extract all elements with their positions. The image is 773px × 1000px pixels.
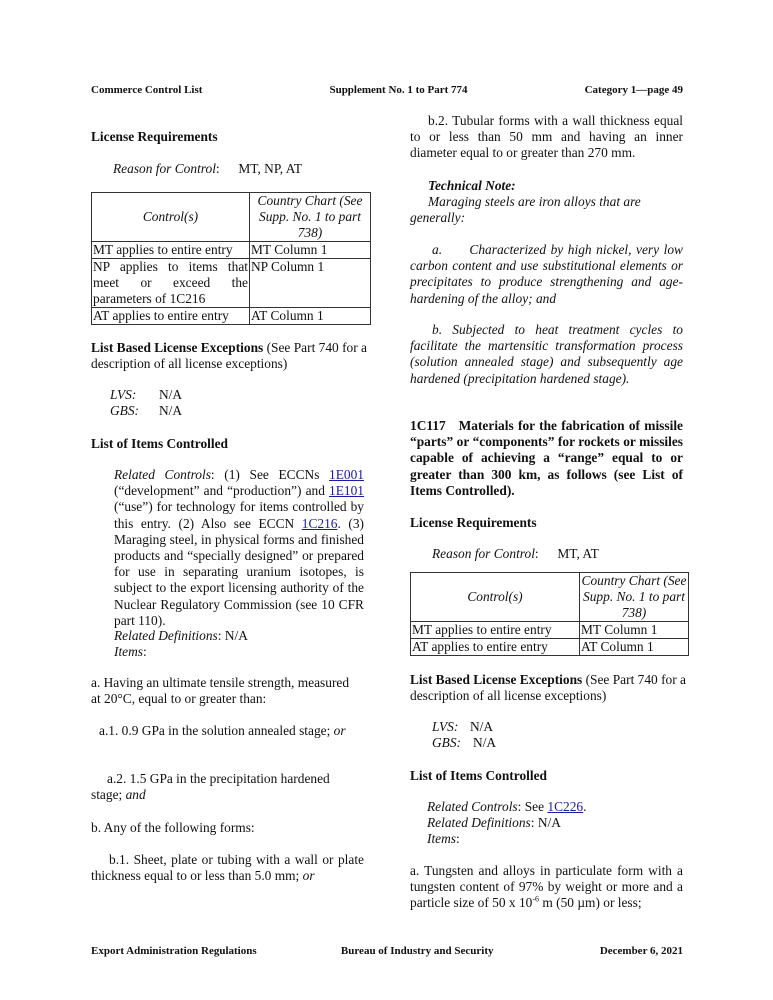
lvs-value: N/A — [159, 387, 183, 402]
item-a: a. Having an ultimate tensile strength, measured at 20°C, equal to or greater than: — [91, 675, 350, 707]
items-controlled-heading: List of Items Controlled — [91, 436, 228, 451]
table-row — [92, 259, 371, 308]
page-header — [91, 82, 683, 98]
page-footer — [91, 943, 683, 959]
item-a — [410, 863, 683, 912]
table-row — [92, 242, 371, 259]
table-header-cell: Country Chart (See Supp. No. 1 to part 738) — [250, 193, 371, 242]
table-cell: NP applies to items that meet or exceed the parameters of 1C216 — [93, 259, 248, 306]
item-a1-conjunction: or — [333, 723, 346, 738]
gbs-row — [432, 735, 496, 751]
technical-note-a: a. Characterized by high nickel, very low carbon content and use substitutional elements or precipitates to produce strengthening and age-hardening of the alloy; and — [410, 242, 687, 306]
license-exceptions — [91, 340, 371, 372]
eccn-link-1e001[interactable]: 1E001 — [329, 467, 364, 482]
related-controls-label: Related Controls — [114, 467, 211, 482]
lvs-row — [110, 387, 182, 403]
table-cell: AT applies to entire entry — [92, 308, 250, 325]
header-right: Category 1—page 49 — [584, 84, 683, 96]
eccn-link-1c226[interactable]: 1C226 — [547, 799, 584, 814]
eccn-link-1e101[interactable]: 1E101 — [329, 483, 364, 499]
item-a1-text: a.1. 0.9 GPa in the solution annealed stage; — [99, 723, 334, 738]
items-label: Items — [114, 644, 144, 659]
table-header-cell: Country Chart (See Supp. No. 1 to part 738) — [580, 573, 689, 622]
table-cell: MT Column 1 — [580, 622, 689, 639]
related-controls-text: . (3) Maraging steel, in physical forms and finished products and “specially designed” or prepared for use in separating uranium isotopes, is subject to the export licensing authority of the Nuclear Regulatory Commission (see 10 CFR part 110). — [114, 515, 365, 628]
item-b2: b.2. Tubular forms with a wall thickness equal to or less than 50 mm and having an inner diameter equal to or greater than 270 mm. — [410, 113, 683, 161]
gbs-value: N/A — [159, 403, 183, 418]
related-controls-text: . — [583, 799, 587, 814]
gbs-label: GBS: — [110, 403, 140, 418]
footer-right: December 6, 2021 — [599, 945, 683, 957]
related-controls — [114, 467, 364, 629]
related-definitions — [427, 815, 561, 831]
license-requirements-heading: License Requirements — [91, 129, 218, 144]
reason-label: Reason for Control — [432, 546, 535, 561]
items-label-row — [427, 831, 460, 847]
item-b1-conjunction: or — [302, 868, 315, 884]
item-a1 — [91, 723, 351, 739]
lvs-label: LVS: — [432, 719, 459, 734]
gbs-label: GBS: — [432, 735, 462, 750]
entry-1c117-heading: 1C117 Materials for the fabrication of missile “parts” or “components” for rockets or missiles capable of achieving a “range” equal to or greater than 300 km, as follows (see List of Items Controlled). — [410, 418, 687, 498]
item-b: b. Any of the following forms: — [91, 820, 255, 835]
table-header-cell: Control(s) — [411, 573, 580, 622]
reason-for-control — [113, 161, 302, 177]
table-row — [92, 308, 371, 325]
gbs-value: N/A — [473, 735, 497, 750]
license-exceptions — [410, 672, 686, 704]
reason-value: MT, AT — [557, 546, 599, 561]
reason-for-control — [432, 546, 599, 562]
item-b1 — [91, 852, 364, 884]
table-cell: AT applies to entire entry — [411, 639, 580, 656]
license-exceptions-heading: List Based License Exceptions — [410, 672, 583, 687]
related-controls — [427, 799, 586, 815]
footer-left: Export Administration Regulations — [91, 945, 257, 957]
table-row — [411, 622, 689, 639]
license-table-wrapper — [91, 192, 371, 325]
item-a2 — [91, 771, 353, 803]
table-header-row — [92, 193, 371, 242]
item-a-text-end: m (50 µm) or less; — [539, 895, 642, 911]
item-a-text: a. Tungsten and alloys in particulate form with a tungsten content of 97% by weight or more and a particle size of 50 x 10 — [410, 863, 683, 911]
item-b1-text: b.1. Sheet, plate or tubing with a wall or plate thickness equal to or less than 5.0 mm; — [91, 852, 364, 884]
items-label-row — [114, 644, 147, 660]
gbs-row — [110, 403, 182, 419]
license-exceptions-note: (See Part 740 for a description of all license exceptions) — [91, 340, 367, 372]
reason-colon: : — [534, 546, 539, 561]
table-header-row — [411, 573, 689, 622]
table-cell: AT Column 1 — [580, 639, 689, 656]
reason-label: Reason for Control — [113, 161, 216, 176]
related-definitions — [114, 628, 248, 644]
related-controls-text: (“use”) for technology for items controlled by this entry. (2) Also see ECCN — [114, 499, 364, 531]
table-cell: MT Column 1 — [250, 242, 371, 259]
related-definitions-value: : N/A — [530, 815, 561, 830]
header-left: Commerce Control List — [91, 84, 203, 96]
license-table-wrapper — [410, 572, 689, 656]
table-cell: MT applies to entire entry — [411, 622, 580, 639]
reason-colon: : — [215, 161, 220, 176]
license-table — [410, 572, 689, 656]
table-cell: AT Column 1 — [250, 308, 371, 325]
related-controls-text: (“development” and “production”) and — [114, 483, 330, 499]
items-label: Items — [427, 831, 457, 846]
items-colon: : — [143, 644, 147, 659]
table-cell: NP Column 1 — [250, 259, 371, 308]
table-row — [411, 639, 689, 656]
technical-note-title: Technical Note: — [428, 178, 516, 193]
related-definitions-label: Related Definitions — [427, 815, 531, 830]
table-cell: MT applies to entire entry — [92, 242, 250, 259]
related-definitions-value: : N/A — [217, 628, 248, 643]
lvs-value: N/A — [470, 719, 494, 734]
items-colon: : — [456, 831, 460, 846]
license-table — [91, 192, 371, 325]
lvs-row — [432, 719, 493, 735]
license-exceptions-note: (See Part 740 for a description of all license exceptions) — [410, 672, 686, 704]
lvs-label: LVS: — [110, 387, 137, 402]
exponent: -6 — [532, 894, 540, 904]
technical-note-intro: Maraging steels are iron alloys that are generally: — [410, 194, 641, 226]
related-definitions-label: Related Definitions — [114, 628, 218, 643]
related-controls-text: : (1) See ECCNs — [210, 467, 330, 482]
footer-center: Bureau of Industry and Security — [340, 945, 494, 957]
table-header-cell: Control(s) — [92, 193, 250, 242]
items-controlled-heading: List of Items Controlled — [410, 768, 547, 783]
related-controls-label: Related Controls — [427, 799, 518, 814]
reason-value: MT, NP, AT — [238, 161, 303, 176]
item-a2-conjunction: and — [125, 787, 146, 803]
license-exceptions-heading: List Based License Exceptions — [91, 340, 264, 355]
item-a2-text: a.2. 1.5 GPa in the precipitation hardened stage; — [91, 771, 330, 803]
license-requirements-heading: License Requirements — [410, 515, 537, 530]
technical-note-b: b. Subjected to heat treatment cycles to facilitate the martensitic transformation process (solution annealed stage) and subsequently age hardened (precipitation hardened stage). — [410, 322, 683, 386]
related-controls-text: : See — [517, 799, 548, 814]
eccn-link-1c216[interactable]: 1C216 — [301, 515, 338, 531]
header-center: Supplement No. 1 to Part 774 — [329, 84, 468, 96]
